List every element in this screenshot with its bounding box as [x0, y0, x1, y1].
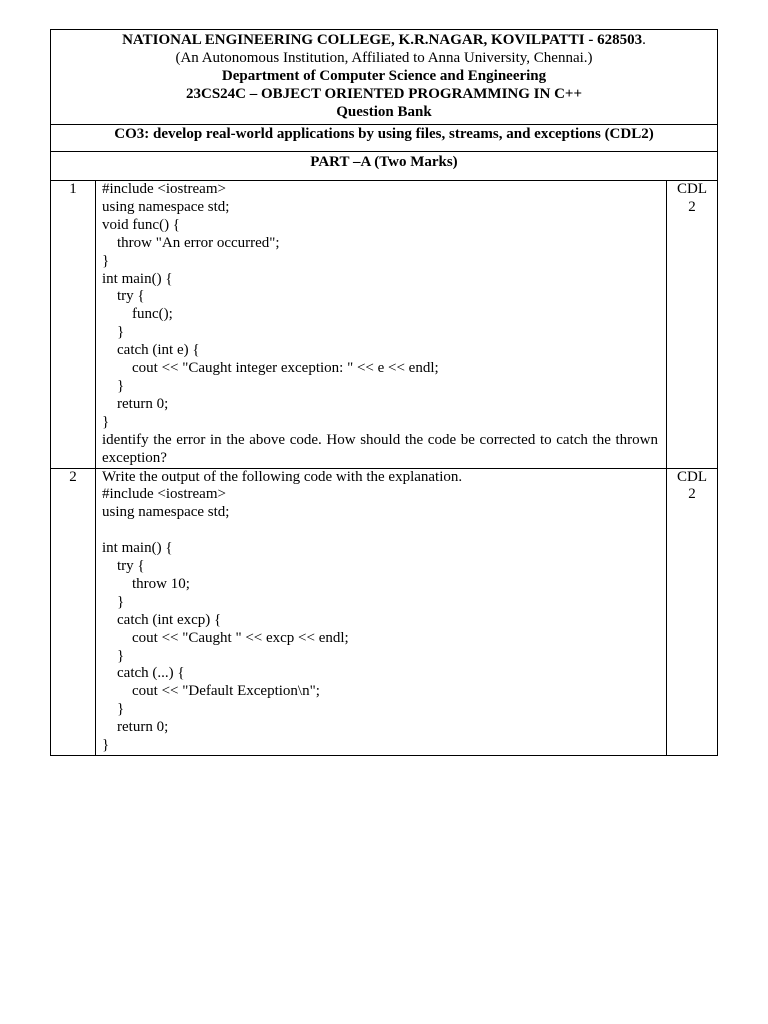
questions-table: [51, 181, 717, 755]
code-line: #include <iostream>: [102, 486, 226, 503]
code-line: }: [102, 737, 110, 754]
college-name-suffix: .: [642, 32, 646, 48]
question-body: [96, 181, 667, 468]
question-prompt: Write the output of the following code with the explanation.: [102, 468, 463, 485]
code-line: }: [102, 324, 125, 341]
document-type: Question Bank: [336, 104, 432, 120]
code-line: }: [102, 252, 110, 269]
code-line: cout << "Caught integer exception: " << e << endl;: [102, 360, 439, 377]
code-line: void func() {: [102, 216, 181, 233]
code-line: #include <iostream>: [102, 181, 226, 197]
code-line: using namespace std;: [102, 198, 230, 215]
cdl-number: 2: [688, 198, 696, 215]
course-title: 23CS24C – OBJECT ORIENTED PROGRAMMING IN C++: [185, 86, 582, 102]
cdl-level: [667, 468, 718, 755]
code-line: int main() {: [102, 540, 173, 557]
code-line: throw "An error occurred";: [102, 234, 280, 251]
code-line: throw 10;: [102, 575, 190, 592]
question-prompt: identify the error in the above code. How should the code be corrected to catch the thrown exception?: [102, 431, 658, 466]
question-number: 1: [51, 181, 96, 468]
code-line: cout << "Default Exception\n";: [102, 683, 320, 700]
question-row: [51, 468, 717, 755]
code-line-blank: [102, 522, 658, 540]
department-line: Department of Computer Science and Engineering: [221, 68, 547, 84]
part-title: PART –A (Two Marks): [51, 152, 717, 181]
code-line: }: [102, 701, 125, 718]
question-number: 2: [51, 468, 96, 755]
code-line: using namespace std;: [102, 504, 230, 521]
question-row: [51, 181, 717, 468]
code-line: catch (...) {: [102, 665, 185, 682]
code-line: return 0;: [102, 395, 169, 412]
code-line: catch (int e) {: [102, 342, 200, 359]
college-title: [51, 31, 717, 49]
code-line: int main() {: [102, 270, 173, 287]
code-line: }: [102, 593, 125, 610]
code-line: func();: [102, 306, 173, 323]
code-line: catch (int excp) {: [102, 611, 222, 628]
affiliation-line: (An Autonomous Institution, Affiliated to Anna University, Chennai.): [175, 50, 593, 66]
code-line: try {: [102, 288, 145, 305]
cdl-label: CDL: [677, 468, 707, 485]
code-line: }: [102, 647, 125, 664]
document-header: [51, 30, 717, 125]
cdl-number: 2: [688, 486, 696, 503]
code-line: try {: [102, 558, 145, 575]
college-name: NATIONAL ENGINEERING COLLEGE, K.R.NAGAR, KOVILPATTI - 628503: [122, 32, 643, 48]
course-outcome: CO3: develop real-world applications by using files, streams, and exceptions (CDL2): [51, 125, 717, 152]
question-body: [96, 468, 667, 755]
code-line: cout << "Caught " << excp << endl;: [102, 629, 349, 646]
code-line: }: [102, 413, 110, 430]
code-line: return 0;: [102, 719, 169, 736]
cdl-label: CDL: [677, 181, 707, 197]
cdl-level: [667, 181, 718, 468]
code-line: }: [102, 377, 125, 394]
question-bank-document: [50, 29, 718, 756]
